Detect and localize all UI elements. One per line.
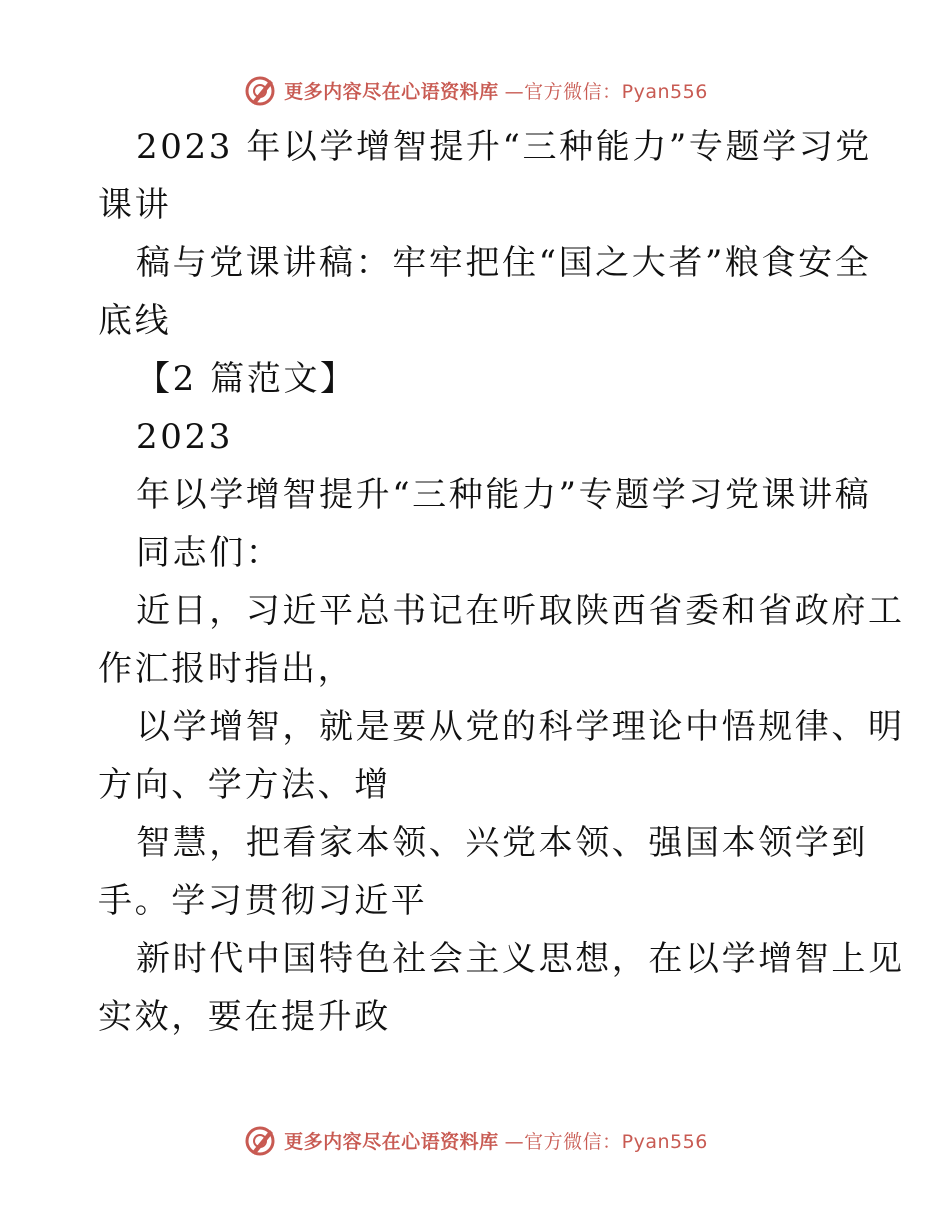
doc-line: 智慧，把看家本领、兴党本领、强国本领学到 <box>136 823 868 863</box>
header-watermark <box>0 70 950 110</box>
doc-line: 年以学增智提升“三种能力”专题学习党课讲稿 <box>136 475 872 515</box>
watermark-contact-text: —官方微信：Pyan556 <box>504 1130 708 1153</box>
doc-line: 底线 <box>98 301 172 341</box>
watermark-site-text: 更多内容尽在心语资料库 <box>284 1130 499 1153</box>
doc-line: 2023 年以学增智提升“三种能力”专题学习党 <box>136 127 872 167</box>
doc-line: 新时代中国特色社会主义思想，在以学增智上见 <box>136 939 905 979</box>
watermark-site-text: 更多内容尽在心语资料库 <box>284 80 499 103</box>
watermark-contact-text: —官方微信：Pyan556 <box>504 80 708 103</box>
pen-logo-icon <box>242 72 278 108</box>
doc-line: 近日，习近平总书记在听取陕西省委和省政府工 <box>136 591 905 631</box>
doc-line: 课讲 <box>98 185 172 225</box>
doc-line: 【2 篇范文】 <box>136 359 357 399</box>
doc-line: 2023 <box>136 417 233 457</box>
pen-logo-icon <box>242 1122 278 1158</box>
doc-line: 作汇报时指出， <box>98 649 355 689</box>
doc-line: 实效，要在提升政 <box>98 997 391 1037</box>
footer-watermark <box>0 1120 950 1160</box>
doc-line: 手。学习贯彻习近平 <box>98 881 428 921</box>
doc-line: 同志们： <box>136 533 283 573</box>
document-body <box>98 118 905 1046</box>
doc-line: 以学增智，就是要从党的科学理论中悟规律、明 <box>136 707 905 747</box>
doc-line: 稿与党课讲稿：牢牢把住“国之大者”粮食安全 <box>136 243 872 283</box>
doc-line: 方向、学方法、增 <box>98 765 391 805</box>
